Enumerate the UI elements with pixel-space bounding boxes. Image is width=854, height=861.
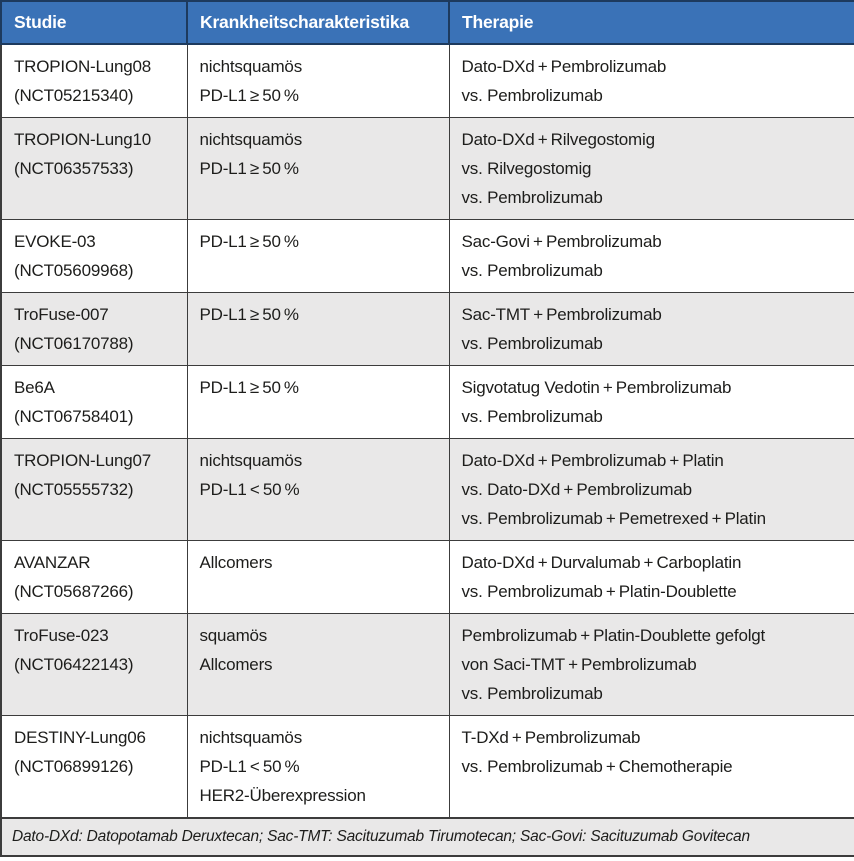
therapy-line: Sac-Govi + Pembrolizumab bbox=[461, 232, 662, 251]
study-cell bbox=[1, 44, 187, 118]
study-name: TroFuse-023 bbox=[14, 626, 109, 645]
study-name: EVOKE-03 bbox=[14, 232, 96, 251]
therapy-line: vs. Pembrolizumab + Chemotherapie bbox=[461, 757, 733, 776]
study-name: TroFuse-007 bbox=[14, 305, 109, 324]
therapy-line: vs. Pembrolizumab bbox=[461, 261, 603, 280]
characteristic-line: PD-L1 ≥ 50 % bbox=[199, 378, 299, 397]
characteristic-line: nichtsquamös bbox=[199, 130, 302, 149]
therapy-line: von Saci-TMT + Pembrolizumab bbox=[461, 655, 697, 674]
characteristic-line: squamös bbox=[199, 626, 268, 645]
therapy-cell bbox=[449, 366, 854, 439]
study-name: DESTINY-Lung06 bbox=[14, 728, 146, 747]
table-header-row bbox=[1, 1, 854, 44]
therapy-line: vs. Pembrolizumab bbox=[461, 86, 603, 105]
characteristic-line: PD-L1 < 50 % bbox=[199, 480, 300, 499]
characteristic-line: PD-L1 ≥ 50 % bbox=[199, 305, 299, 324]
footnote-row bbox=[1, 818, 854, 856]
study-cell bbox=[1, 614, 187, 716]
nct-id: (NCT05609968) bbox=[14, 261, 134, 280]
table-row bbox=[1, 293, 854, 366]
nct-id: (NCT05215340) bbox=[14, 86, 134, 105]
therapy-cell bbox=[449, 118, 854, 220]
characteristics-cell bbox=[187, 44, 449, 118]
study-cell bbox=[1, 541, 187, 614]
footnote: Dato-DXd: Datopotamab Deruxtecan; Sac-TMT: Sacituzumab Tirumotecan; Sac-Govi: Sacituzumab Govitecan bbox=[1, 818, 854, 856]
nct-id: (NCT06422143) bbox=[14, 655, 134, 674]
study-cell bbox=[1, 293, 187, 366]
study-cell bbox=[1, 366, 187, 439]
therapy-cell bbox=[449, 541, 854, 614]
therapy-line: vs. Pembrolizumab bbox=[461, 334, 603, 353]
characteristics-cell bbox=[187, 541, 449, 614]
characteristics-cell bbox=[187, 716, 449, 819]
study-name: TROPION-Lung07 bbox=[14, 451, 152, 470]
characteristic-line: HER2-Überexpression bbox=[199, 786, 366, 805]
therapy-cell bbox=[449, 439, 854, 541]
therapy-line: Sigvotatug Vedotin + Pembrolizumab bbox=[461, 378, 732, 397]
therapy-line: Sac-TMT + Pembrolizumab bbox=[461, 305, 662, 324]
therapy-line: T-DXd + Pembrolizumab bbox=[461, 728, 641, 747]
study-cell bbox=[1, 716, 187, 819]
nct-id: (NCT06758401) bbox=[14, 407, 134, 426]
nct-id: (NCT06170788) bbox=[14, 334, 134, 353]
therapy-line: Pembrolizumab + Platin-Doublette gefolgt bbox=[461, 626, 766, 645]
therapy-line: Dato-DXd + Pembrolizumab + Platin bbox=[461, 451, 724, 470]
study-cell bbox=[1, 220, 187, 293]
table-row bbox=[1, 44, 854, 118]
therapy-line: Dato-DXd + Pembrolizumab bbox=[461, 57, 667, 76]
study-name: Be6A bbox=[14, 378, 55, 397]
therapy-cell bbox=[449, 716, 854, 819]
nct-id: (NCT05555732) bbox=[14, 480, 134, 499]
characteristics-cell bbox=[187, 293, 449, 366]
therapy-line: vs. Pembrolizumab bbox=[461, 188, 603, 207]
column-header-krankheitscharakteristika: Krankheitscharakteristika bbox=[187, 1, 449, 44]
column-header-therapie: Therapie bbox=[449, 1, 854, 44]
table-row bbox=[1, 614, 854, 716]
therapy-line: Dato-DXd + Durvalumab + Carboplatin bbox=[461, 553, 742, 572]
characteristic-line: nichtsquamös bbox=[199, 57, 302, 76]
therapy-line: vs. Pembrolizumab + Platin-Doublette bbox=[461, 582, 737, 601]
therapy-line: vs. Pembrolizumab + Pemetrexed + Platin bbox=[461, 509, 766, 528]
therapy-line: vs. Pembrolizumab bbox=[461, 684, 603, 703]
therapy-line: Dato-DXd + Rilvegostomig bbox=[461, 130, 655, 149]
column-header-studie: Studie bbox=[1, 1, 187, 44]
study-cell bbox=[1, 439, 187, 541]
characteristic-line: nichtsquamös bbox=[199, 451, 302, 470]
table-row bbox=[1, 439, 854, 541]
nct-id: (NCT06357533) bbox=[14, 159, 134, 178]
table-row bbox=[1, 366, 854, 439]
characteristics-cell bbox=[187, 366, 449, 439]
study-cell bbox=[1, 118, 187, 220]
table-row bbox=[1, 541, 854, 614]
characteristic-line: Allcomers bbox=[199, 553, 273, 572]
characteristic-line: PD-L1 < 50 % bbox=[199, 757, 300, 776]
characteristic-line: Allcomers bbox=[199, 655, 273, 674]
table-row bbox=[1, 220, 854, 293]
characteristics-cell bbox=[187, 118, 449, 220]
nct-id: (NCT06899126) bbox=[14, 757, 134, 776]
table-row bbox=[1, 118, 854, 220]
study-name: TROPION-Lung08 bbox=[14, 57, 152, 76]
nct-id: (NCT05687266) bbox=[14, 582, 134, 601]
study-name: AVANZAR bbox=[14, 553, 91, 572]
therapy-line: vs. Pembrolizumab bbox=[461, 407, 603, 426]
therapy-line: vs. Rilvegostomig bbox=[461, 159, 592, 178]
therapy-line: vs. Dato-DXd + Pembrolizumab bbox=[461, 480, 692, 499]
characteristics-cell bbox=[187, 220, 449, 293]
characteristics-cell bbox=[187, 614, 449, 716]
study-name: TROPION-Lung10 bbox=[14, 130, 152, 149]
therapy-cell bbox=[449, 44, 854, 118]
characteristic-line: PD-L1 ≥ 50 % bbox=[199, 232, 299, 251]
characteristic-line: PD-L1 ≥ 50 % bbox=[199, 86, 299, 105]
characteristic-line: nichtsquamös bbox=[199, 728, 302, 747]
therapy-cell bbox=[449, 614, 854, 716]
therapy-cell bbox=[449, 293, 854, 366]
therapy-cell bbox=[449, 220, 854, 293]
table-row bbox=[1, 716, 854, 819]
characteristics-cell bbox=[187, 439, 449, 541]
characteristic-line: PD-L1 ≥ 50 % bbox=[199, 159, 299, 178]
